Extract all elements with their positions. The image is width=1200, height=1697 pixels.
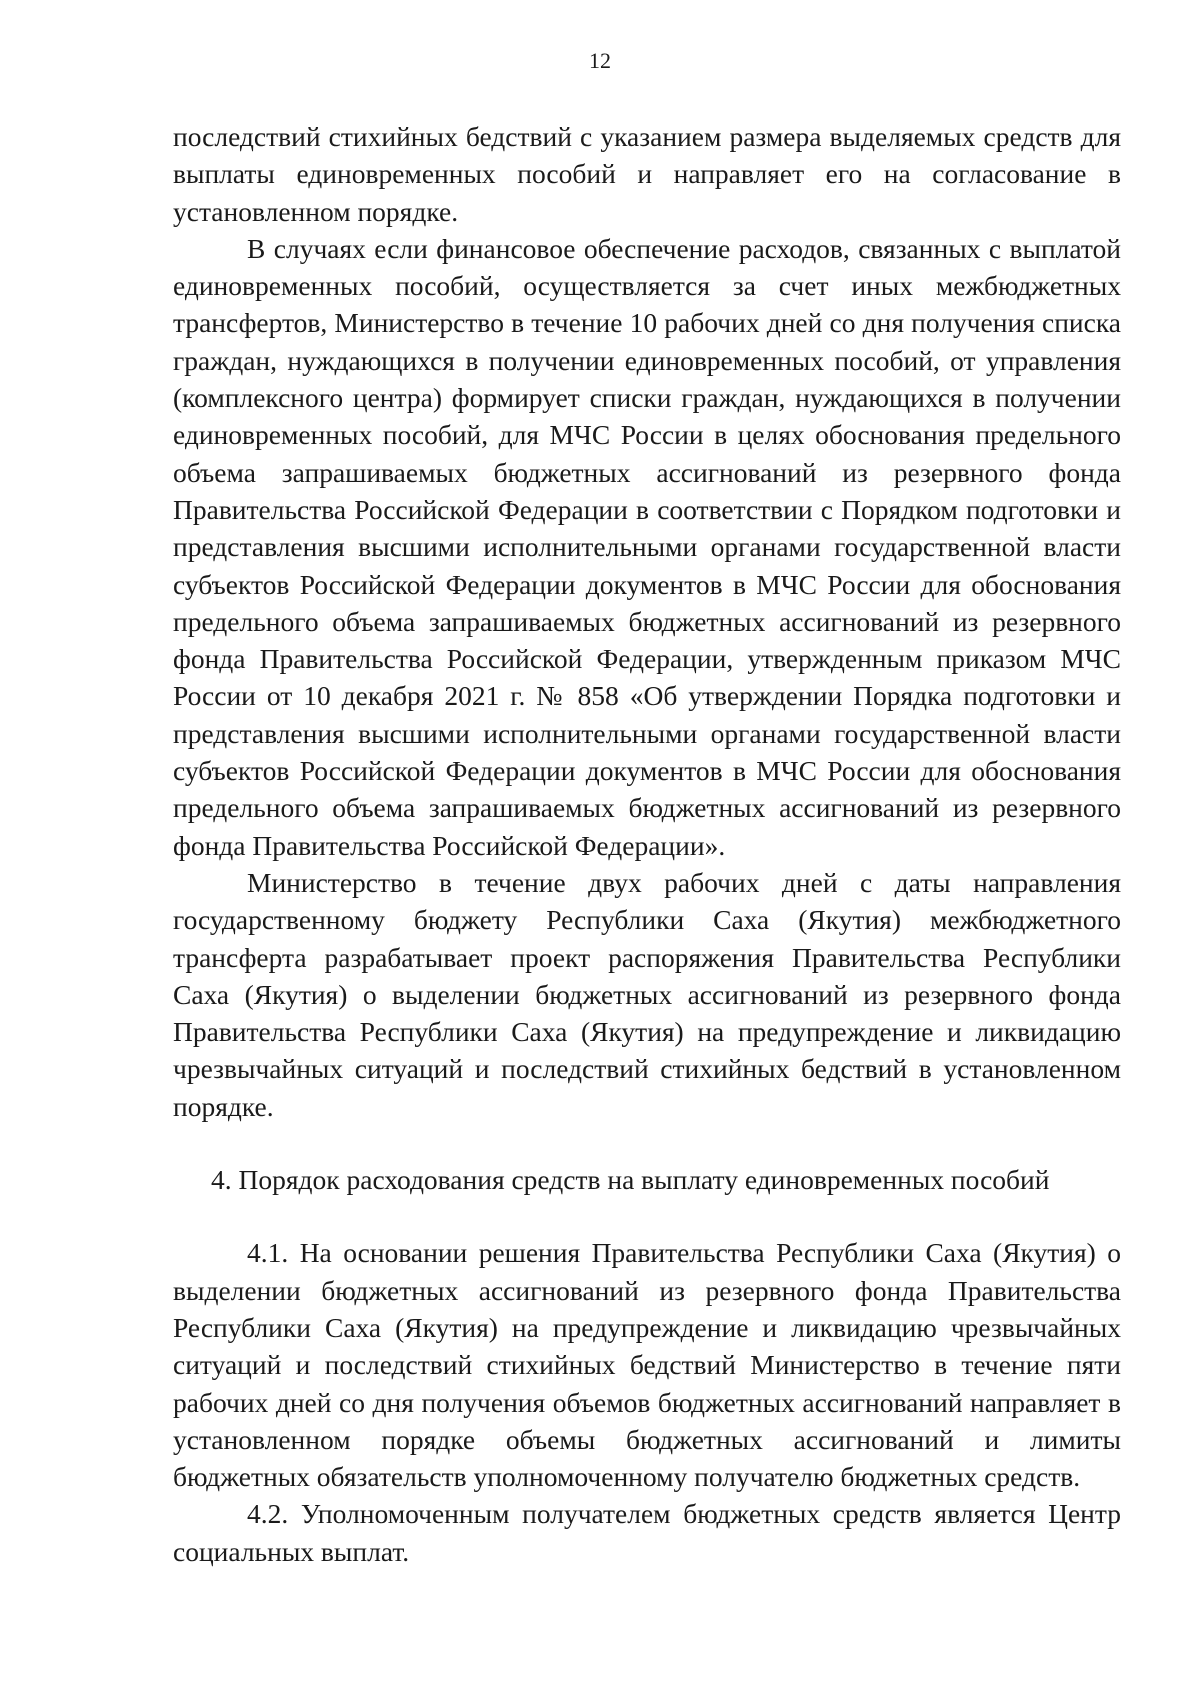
paragraph-interbudget-transfers: В случаях если финансовое обеспечение расходов, связанных с выплатой единовременных пособий, осуществляется за счет иных межбюджетных трансфертов, Министерство в течение 10 рабочих дней со дня получения списка граждан, нуждающихся в получении единовременных пособий, от управления (комплексного центра) формирует списки граждан, нуждающихся в получении единовременных пособий, для МЧС России в целях обоснования предельного объема запрашиваемых бюджетных ассигнований из резервного фонда Правительства Российской Федерации в соответствии с Порядком подготовки и представления высшими исполнительными органами государственной власти субъектов Российской Федерации документов в МЧС России для обоснования предельного объема запрашиваемых бюджетных ассигнований из резервного фонда Правительства Российской Федерации, утвержденным приказом МЧС России от 10 декабря 2021 г. № 858 «Об утверждении Порядка подготовки и представления высшими исполнительными органами государственной власти субъектов Российской Федерации документов в МЧС России для обоснования предельного объема запрашиваемых бюджетных ассигнований из резервного фонда Правительства Российской Федерации». bbox=[173, 232, 1121, 861]
paragraph-4-2: 4.2. Уполномоченным получателем бюджетных средств является Центр социальных выплат. bbox=[173, 1498, 1121, 1567]
paragraph-ministry-order-draft: Министерство в течение двух рабочих дней с даты направления государственному бюджету Республики Саха (Якутия) межбюджетного трансферта разрабатывает проект распоряжения Правительства Республики Саха (Якутия) о выделении бюджетных ассигнований из резервного фонда Правительства Республики Саха (Якутия) на предупреждение и ликвидацию чрезвычайных ситуаций и последствий стихийных бедствий в установленном порядке. bbox=[173, 866, 1121, 1122]
document-body bbox=[173, 118, 1121, 1570]
section-heading: 4. Порядок расходования средств на выплату единовременных пособий bbox=[211, 1164, 1050, 1196]
page-number: 12 bbox=[589, 48, 611, 73]
paragraph-continuation: последствий стихийных бедствий с указанием размера выделяемых средств для выплаты единовременных пособий и направляет его на согласование в установленном порядке. bbox=[173, 121, 1121, 227]
paragraph-4-1: 4.1. На основании решения Правительства Республики Саха (Якутия) о выделении бюджетных ассигнований из резервного фонда Правительства Республики Саха (Якутия) на предупреждение и ликвидацию чрезвычайных ситуаций и последствий стихийных бедствий Министерство в течение пяти рабочих дней со дня получения объемов бюджетных ассигнований направляет в установленном порядке объемы бюджетных ассигнований и лимиты бюджетных обязательств уполномоченному получателю бюджетных средств. bbox=[173, 1237, 1121, 1493]
